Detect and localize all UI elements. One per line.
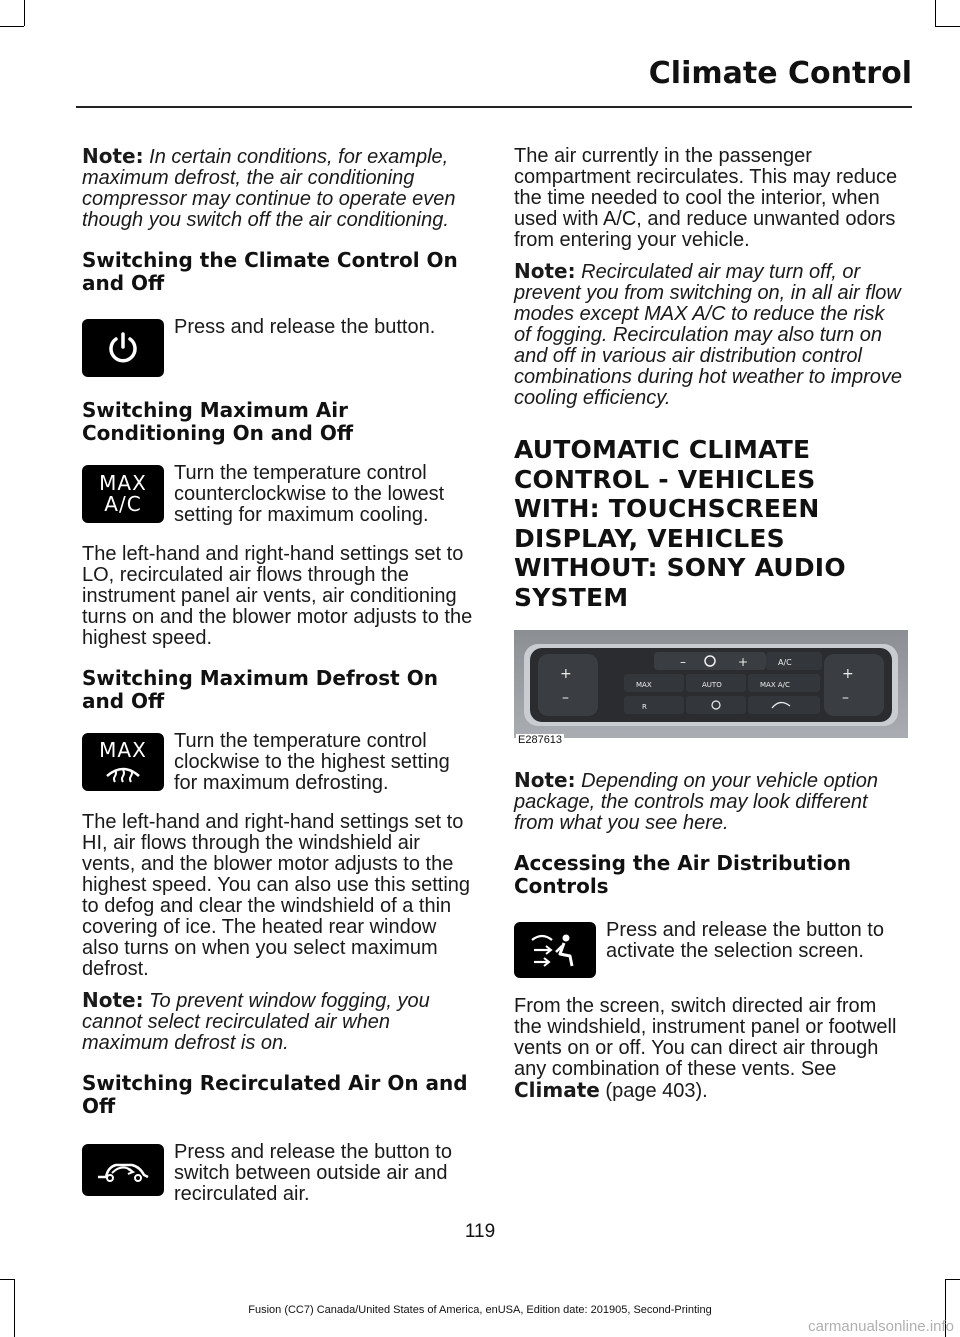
note-text: Recirculated air may turn off, or prevent you from switching on, in all air flow modes except MAX A/C to reduce the risk of fogging. Recirculation may also turn on and off in various air distribution control combinations during hot weather to improve cooling efficiency. bbox=[514, 261, 902, 409]
crop-mark bbox=[935, 26, 960, 27]
page-title: Climate Control bbox=[648, 56, 912, 91]
panel-label: A/C bbox=[778, 658, 792, 667]
power-icon bbox=[82, 319, 164, 377]
panel-label: + bbox=[738, 655, 749, 669]
note bbox=[514, 261, 906, 409]
note-label: Note: bbox=[82, 988, 144, 1012]
instruction-row bbox=[82, 316, 474, 377]
instruction-text: Turn the temperature control clockwise to the highest setting for maximum defrosting. bbox=[174, 730, 450, 794]
section-heading-max-defrost: Switching Maximum Defrost On and Off bbox=[82, 666, 438, 713]
page-reference: (page 403). bbox=[605, 1080, 708, 1102]
climate-panel-photo bbox=[514, 630, 908, 738]
icon-label: MAX bbox=[99, 471, 147, 495]
body-text bbox=[514, 996, 906, 1102]
climate-control-panel-image bbox=[514, 630, 908, 746]
section-heading-on-off: Switching the Climate Control On and Off bbox=[82, 248, 458, 295]
panel-label: + bbox=[560, 666, 572, 682]
note bbox=[82, 146, 474, 231]
panel-label: MAX bbox=[636, 681, 652, 689]
section-heading-max-ac: Switching Maximum Air Conditioning On and Off bbox=[82, 398, 354, 445]
note-label: Note: bbox=[514, 768, 576, 792]
defrost-icon bbox=[101, 760, 145, 784]
panel-label: R bbox=[642, 703, 647, 711]
air-distribution-icon bbox=[514, 922, 596, 978]
note bbox=[514, 770, 906, 834]
body-text: The left-hand and right-hand settings set to LO, recirculated air flows through the instrument panel air vents, air conditioning turns on and the blower motor adjusts to the highest speed. bbox=[82, 543, 473, 649]
max-defrost-icon bbox=[82, 733, 164, 791]
instruction-row bbox=[82, 462, 474, 526]
instruction-text: Press and release the button to activate the selection screen. bbox=[606, 919, 884, 962]
panel-label: MAX A/C bbox=[760, 681, 790, 689]
climate-page-link[interactable]: Climate bbox=[514, 1078, 600, 1102]
body-text-segment: From the screen, switch directed air from the windshield, instrument panel or footwell vents on or off. You can direct air through any combination of these vents. See bbox=[514, 995, 897, 1080]
page-number: 119 bbox=[464, 1221, 496, 1242]
instruction-row bbox=[82, 730, 474, 794]
panel-label: AUTO bbox=[702, 681, 722, 689]
section-heading-air-distribution: Accessing the Air Distribution Controls bbox=[514, 851, 852, 898]
panel-label: – bbox=[562, 690, 569, 706]
instruction-text: Press and release the button to switch between outside air and recirculated air. bbox=[174, 1141, 452, 1205]
section-heading-automatic-climate-control: AUTOMATIC CLIMATE CONTROL - VEHICLES WITH: TOUCHSCREEN DISPLAY, VEHICLES WITHOUT: SONY AUDIO SYSTEM bbox=[514, 435, 846, 612]
crop-mark bbox=[0, 1279, 14, 1280]
left-column bbox=[82, 146, 474, 1223]
crop-mark bbox=[24, 0, 25, 26]
note-text: To prevent window fogging, you cannot select recirculated air when maximum defrost is on. bbox=[82, 990, 430, 1054]
icon-label: A/C bbox=[104, 492, 142, 516]
max-ac-icon bbox=[82, 465, 164, 523]
panel-label: + bbox=[842, 666, 854, 682]
recirculation-icon bbox=[82, 1144, 164, 1196]
instruction-row bbox=[82, 1141, 474, 1205]
note-text: Depending on your vehicle option package, the controls may look different from what you see here. bbox=[514, 770, 879, 834]
instruction-text: Turn the temperature control counterclockwise to the lowest setting for maximum cooling. bbox=[174, 462, 445, 526]
note-text: In certain conditions, for example, maximum defrost, the air conditioning compressor may continue to operate even though you switch off the air conditioning. bbox=[82, 146, 456, 231]
crop-mark bbox=[935, 0, 936, 26]
panel-label: – bbox=[842, 690, 849, 706]
crop-mark bbox=[945, 1279, 960, 1280]
panel-label: – bbox=[680, 655, 686, 669]
edition-footer: Fusion (CC7) Canada/United States of America, enUSA, Edition date: 201905, Second-Printing bbox=[248, 1304, 712, 1316]
body-text: The left-hand and right-hand settings set to HI, air flows through the windshield air vents, and the blower motor adjusts to the highest speed. You can also use this setting to defog and clear the windshield of a thin covering of ice. The heated rear window also turns on when you select maximum defrost. bbox=[82, 811, 471, 980]
instruction-row bbox=[514, 919, 906, 978]
note-label: Note: bbox=[82, 144, 144, 168]
body-text: The air currently in the passenger compartment recirculates. This may reduce the time needed to cool the interior, when used with A/C, and reduce unwanted odors from entering your vehicle. bbox=[514, 145, 898, 251]
note bbox=[82, 990, 474, 1054]
note-label: Note: bbox=[514, 259, 576, 283]
section-heading-recirculation: Switching Recirculated Air On and Off bbox=[82, 1071, 468, 1118]
crop-mark bbox=[0, 26, 24, 27]
image-reference-code: E287613 bbox=[518, 734, 563, 746]
watermark: carmanualsonline.info bbox=[808, 1318, 954, 1335]
right-column bbox=[514, 146, 906, 1112]
header-divider bbox=[76, 106, 912, 108]
icon-label: MAX bbox=[99, 738, 147, 762]
instruction-text: Press and release the button. bbox=[174, 316, 436, 338]
